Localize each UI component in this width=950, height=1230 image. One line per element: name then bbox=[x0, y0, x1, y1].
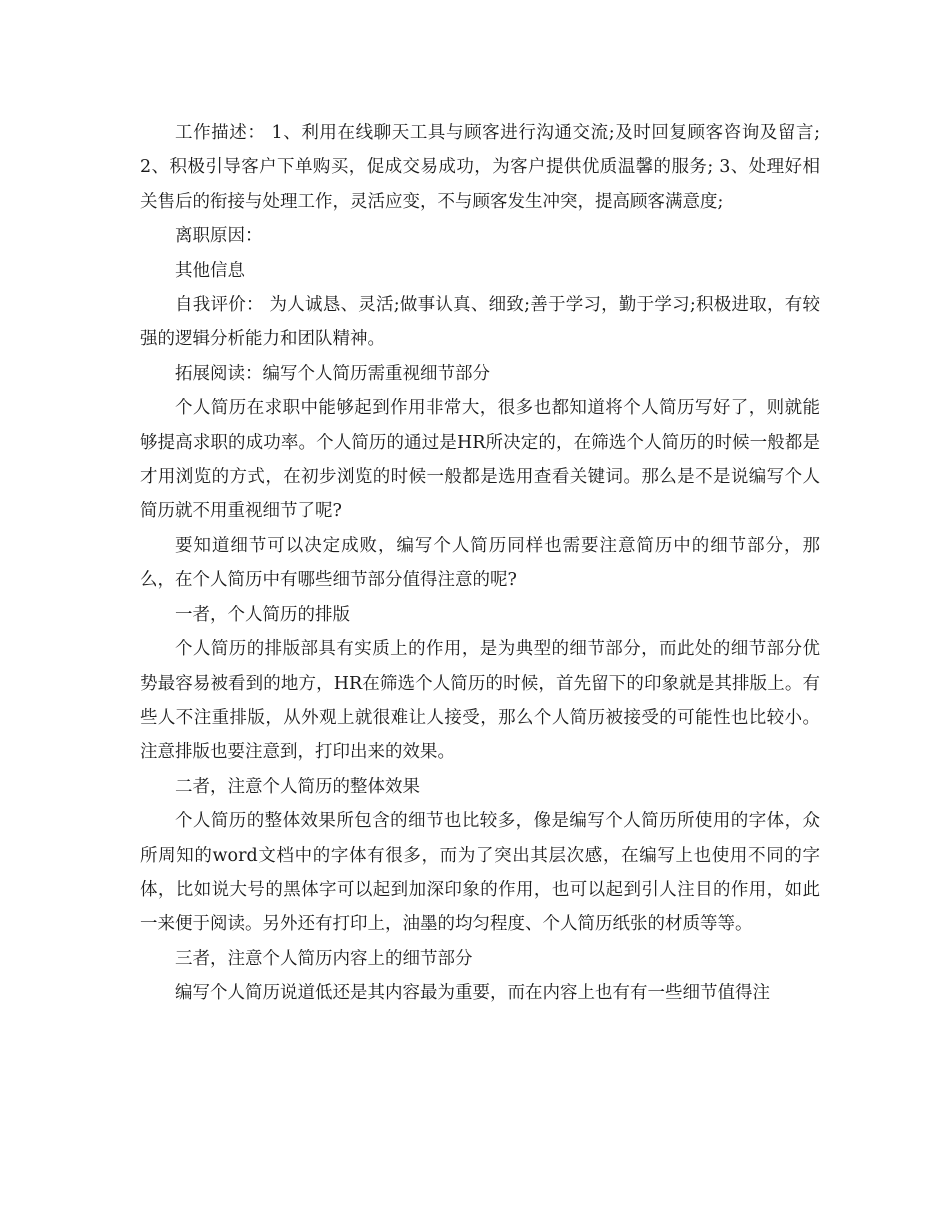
paragraph-self-evaluation: 自我评价： 为人诚恳、灵活;做事认真、细致;善于学习，勤于学习;积极进取，有较强的逻辑分析能力和团队精神。 bbox=[140, 295, 820, 350]
paragraph-overall-effect-body: 个人简历的整体效果所包含的细节也比较多，像是编写个人简历所使用的字体，众所周知的word文档中的字体有很多，而为了突出其层次感，在编写上也使用不同的字体，比如说大号的黑体字可以起到加深印象的作用，也可以起到引人注目的作用，如此一来便于阅读。另外还有打印上，油墨的均匀程度、个人简历纸张的材质等等。 bbox=[140, 811, 820, 935]
paragraph-content-details-body: 编写个人简历说道低还是其内容最为重要，而在内容上也有有一些细节值得注 bbox=[175, 983, 770, 1004]
paragraph-layout-body: 个人简历的排版部具有实质上的作用，是为典型的细节部分，而此处的细节部分优势最容易被看到的地方，HR在筛选个人简历的时候，首先留下的印象就是其排版上。有些人不注重排版，从外观上就很难让人接受，那么个人简历被接受的可能性也比较小。注意排版也要注意到，打印出来的效果。 bbox=[140, 639, 820, 763]
paragraph-job-description: 工作描述： 1、利用在线聊天工具与顾客进行沟通交流;及时回复顾客咨询及留言; 2、积极引导客户下单购买，促成交易成功，为客户提供优质温馨的服务; 3、处理好相关售后的衔接与处理工作，灵活应变，不与顾客发生冲突，提高顾客满意度; bbox=[140, 123, 820, 212]
paragraph-details-matter: 要知道细节可以决定成败，编写个人简历同样也需要注意简历中的细节部分，那么，在个人简历中有哪些细节部分值得注意的呢? bbox=[140, 535, 820, 591]
paragraph-heading-layout: 一者，个人简历的排版 bbox=[175, 604, 350, 625]
paragraph-extended-reading-heading: 拓展阅读：编写个人简历需重视细节部分 bbox=[175, 363, 490, 384]
paragraph-leaving-reason: 离职原因： bbox=[175, 226, 263, 247]
paragraph-heading-content-details: 三者，注意个人简历内容上的细节部分 bbox=[175, 948, 473, 969]
paragraph-other-info: 其他信息 bbox=[175, 260, 245, 281]
paragraph-heading-overall-effect: 二者，注意个人简历的整体效果 bbox=[175, 776, 420, 797]
document-body bbox=[140, 116, 820, 1011]
paragraph-intro: 个人简历在求职中能够起到作用非常大，很多也都知道将个人简历写好了，则就能够提高求职的成功率。个人简历的通过是HR所决定的，在筛选个人简历的时候一般都是才用浏览的方式，在初步浏览的时候一般都是选用查看关键词。那么是不是说编写个人简历就不用重视细节了呢? bbox=[140, 398, 820, 522]
